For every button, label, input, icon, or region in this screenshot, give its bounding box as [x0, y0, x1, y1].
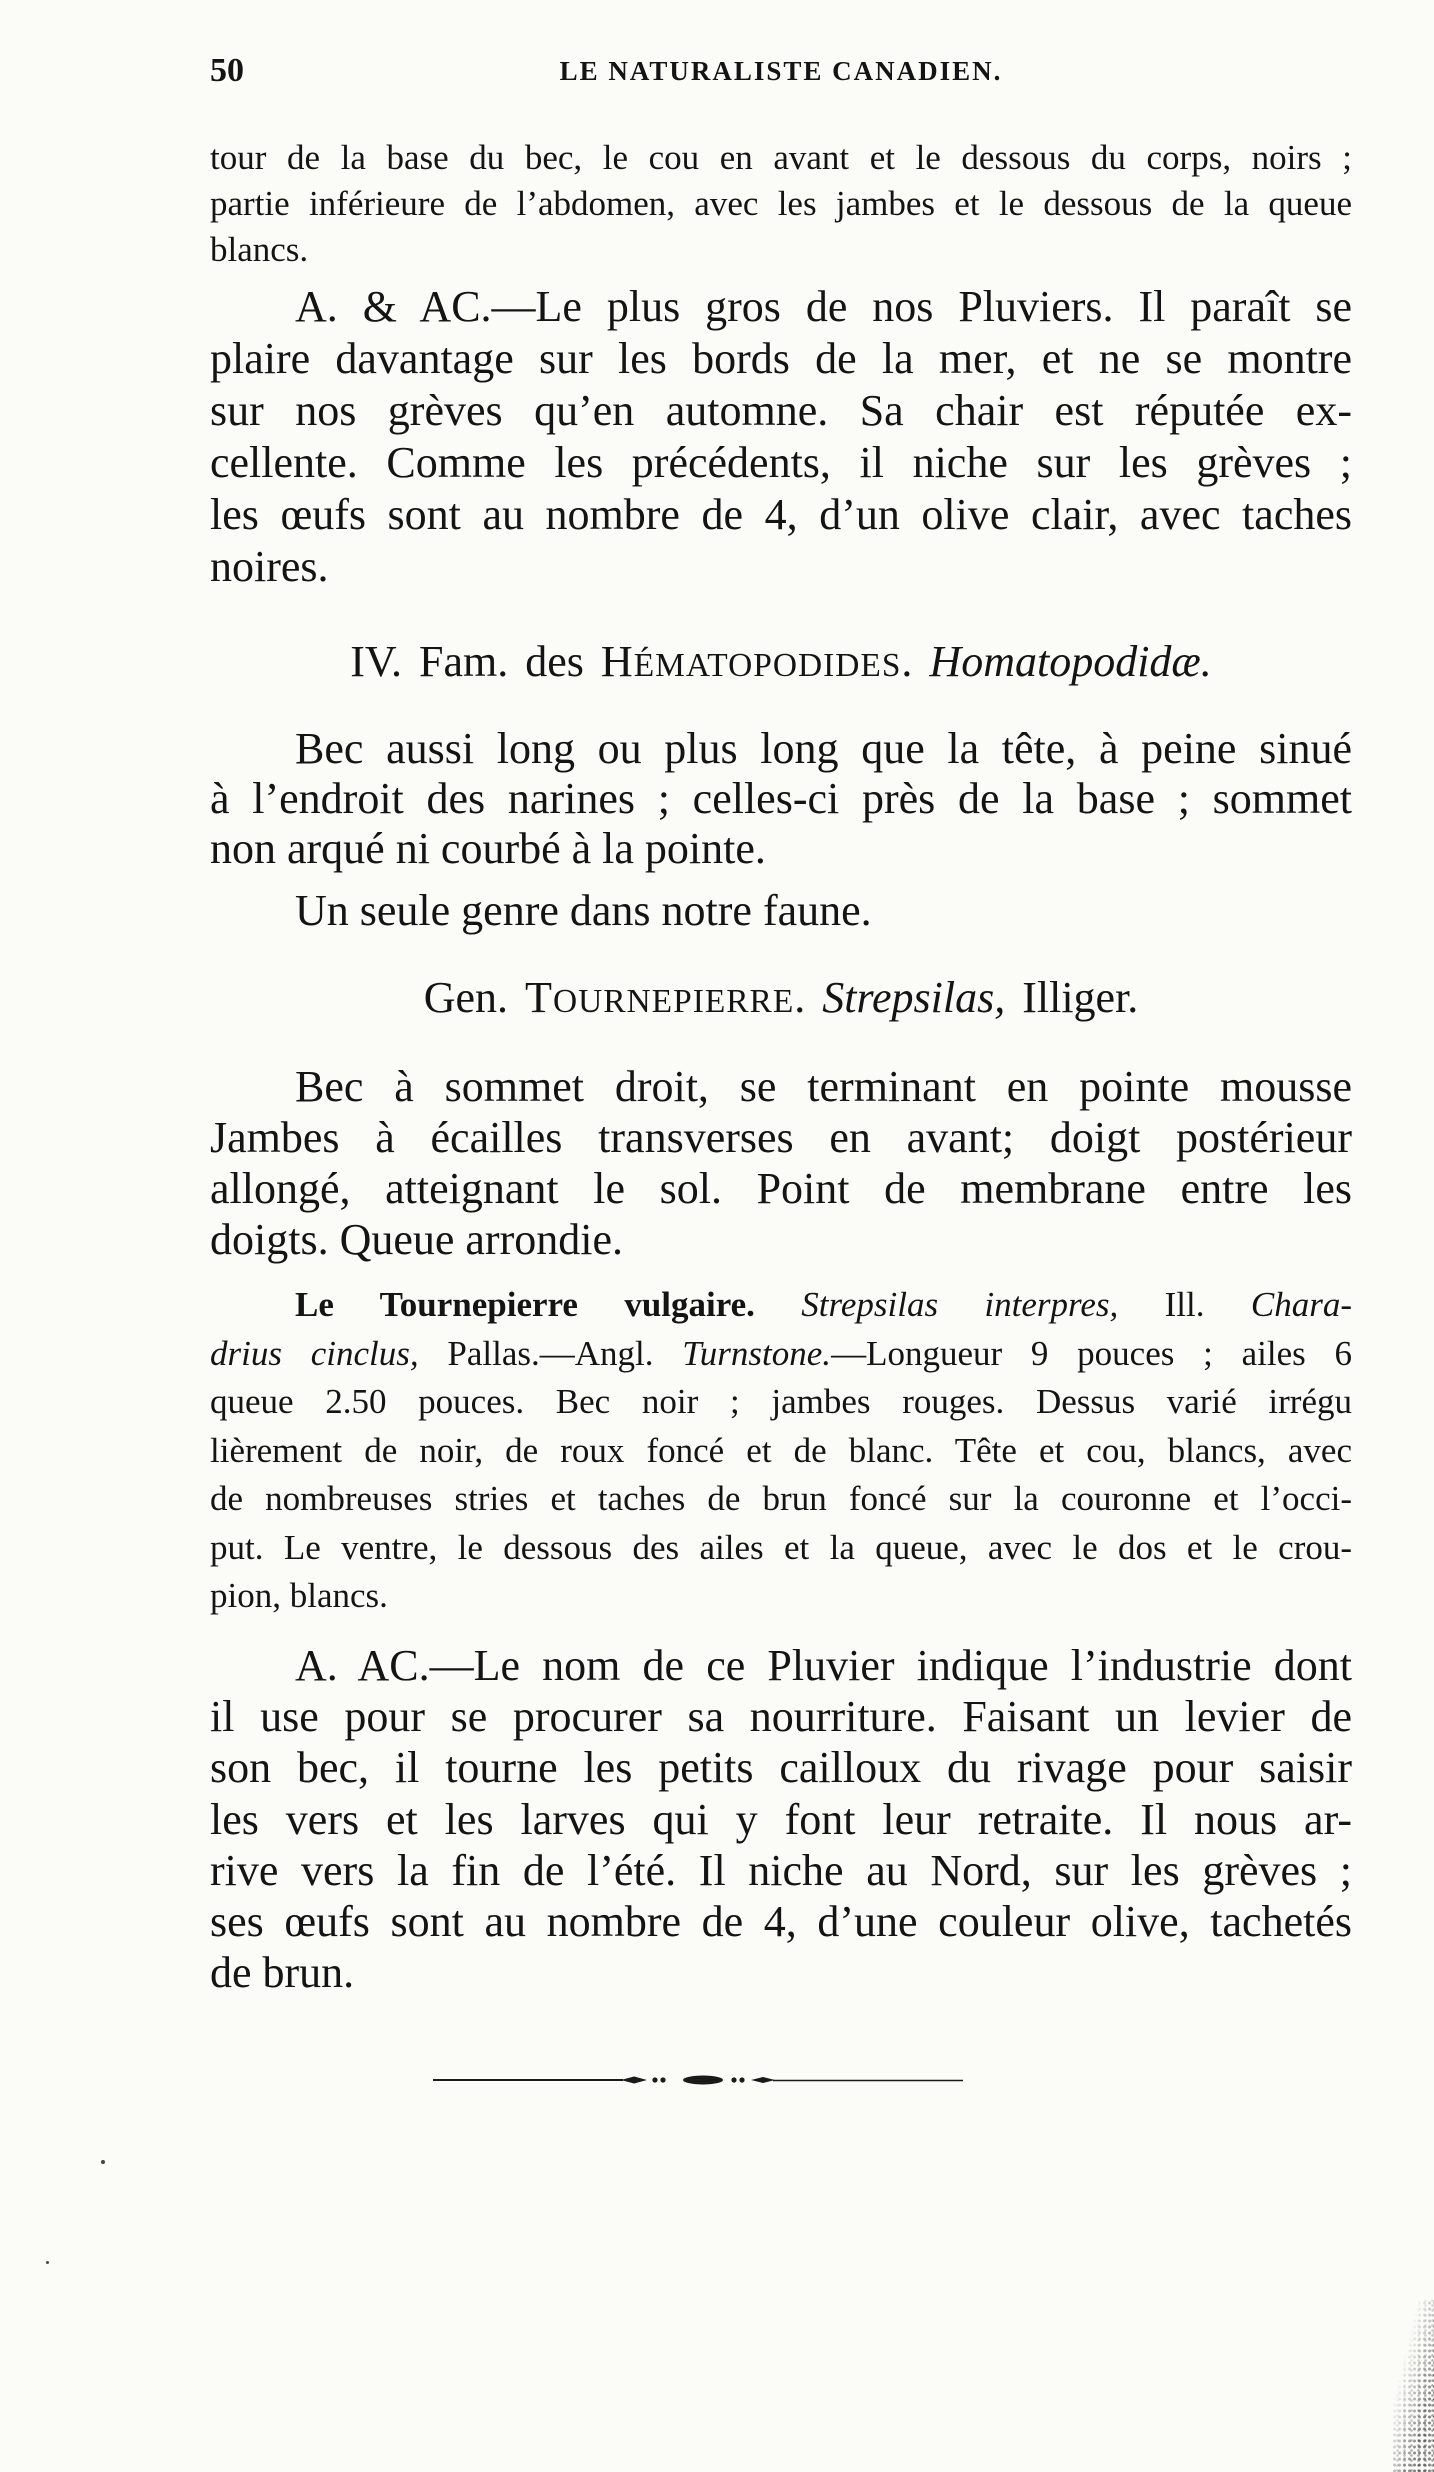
text-line [210, 1572, 1352, 1621]
text-line [210, 1524, 1352, 1573]
text-line [210, 1896, 1352, 1947]
text-line [210, 1112, 1352, 1163]
text-line [210, 181, 1352, 227]
text-line [210, 1845, 1352, 1896]
text-run: Jambes à écailles transverses en avant; doigt postérieur [210, 1113, 1352, 1162]
family-heading [210, 636, 1352, 692]
end-ornament [433, 2069, 963, 2091]
text-line [210, 1163, 1352, 1214]
text-run: rive vers la fin de l’été. Il niche au Nord, sur les grèves ; [210, 1845, 1352, 1895]
ornament-dot [652, 2077, 657, 2082]
text-run: A. AC.—Le nom de ce Pluvier indique l’industrie dont [295, 1641, 1352, 1690]
text-run: à l’endroit des narines ; celles-ci près de la base ; sommet [210, 774, 1352, 823]
text-run: noires. [210, 542, 329, 591]
ornament-dot [731, 2077, 736, 2082]
text-run: allongé, atteignant le sol. Point de membrane entre les [210, 1164, 1352, 1213]
text-line [210, 385, 1352, 437]
text-run: tour de la base du bec, le cou en avant et le dessous du corps, noirs ; [210, 138, 1352, 177]
text-run: Illiger. [1005, 973, 1139, 1022]
text-line [210, 1427, 1352, 1476]
text-run: . [794, 973, 823, 1022]
scan-edge-noise [1392, 2300, 1434, 2472]
italic-run: Chara- [1250, 1285, 1352, 1324]
text-run: de brun. [210, 1948, 355, 1998]
text-run: cellente. Comme les précédents, il niche sur les grèves ; [210, 438, 1352, 487]
text-run: il use pour se procurer sa nourriture. Faisant un levier de [210, 1692, 1352, 1742]
text-run: doigts. Queue arrondie. [210, 1215, 623, 1264]
scan-speck [46, 2261, 49, 2264]
text-run: Bec à sommet droit, se terminant en pointe mousse [295, 1062, 1352, 1111]
text-line [210, 724, 1352, 774]
text-line [210, 885, 1352, 937]
text-run: queue 2.50 pouces. Bec noir ; jambes rouges. Dessus varié irrégu [210, 1382, 1352, 1421]
text-line [210, 1742, 1352, 1793]
text-run: de nombreuses stries et taches de brun foncé sur la couronne et l’occi- [210, 1479, 1352, 1518]
text-run: Ill. [1118, 1285, 1251, 1324]
text-run: blancs. [210, 230, 309, 269]
ornament-diamond-left [621, 2077, 647, 2084]
text-run: sur nos grèves qu’en automne. Sa chair est réputée ex- [210, 386, 1352, 435]
ornament-dot [739, 2077, 744, 2082]
text-line [210, 774, 1352, 824]
text-line [210, 541, 1352, 593]
small-caps-run: HÉMATOPODIDES [600, 637, 902, 686]
text-line [210, 1691, 1352, 1742]
italic-run: Homatopodidæ. [929, 637, 1212, 686]
text-run: A. & AC.—Le plus gros de nos Pluviers. Il paraît se [295, 282, 1352, 331]
bold-run: Le Tournepierre vulgaire. [295, 1285, 755, 1324]
text-run: partie inférieure de l’abdomen, avec les jambes et le dessous de la queue [210, 184, 1352, 223]
text-line [210, 489, 1352, 541]
text-run: —Longueur 9 pouces ; ailes 6 [831, 1333, 1353, 1373]
text-line [210, 1281, 1352, 1330]
text-run: Un seule genre dans notre faune. [295, 886, 872, 935]
paragraph-continued [210, 135, 1352, 273]
text-run: plaire davantage sur les bords de la mer, et ne se montre [210, 334, 1352, 383]
text-run: les œufs sont au nombre de 4, d’un olive clair, avec taches [210, 490, 1352, 539]
text-run: IV. Fam. des [350, 637, 601, 686]
text-line [210, 1330, 1352, 1379]
text-run: Pallas.—Angl. [418, 1333, 683, 1373]
paragraph-species-description [210, 1281, 1352, 1621]
ornament-diamond-right [751, 2077, 775, 2083]
scan-speck [101, 2160, 105, 2164]
ornament-center-oval [683, 2076, 723, 2085]
text-line [210, 227, 1352, 273]
italic-run: Strepsilas interpres, [754, 1285, 1119, 1324]
text-run: Bec aussi long ou plus long que la tête, à peine sinué [295, 724, 1352, 773]
text-line [210, 1378, 1352, 1427]
italic-run: drius cinclus, [210, 1333, 419, 1373]
text-line [210, 1475, 1352, 1524]
text-run: ses œufs sont au nombre de 4, d’une couleur olive, tachetés [210, 1897, 1352, 1947]
text-line [210, 333, 1352, 385]
page-number: 50 [210, 52, 244, 89]
running-header [210, 48, 1352, 94]
text-line [210, 437, 1352, 489]
text-run: les vers et les larves qui y font leur retraite. Il nous ar- [210, 1794, 1352, 1844]
text-run: non arqué ni courbé à la pointe. [210, 824, 766, 873]
running-title: LE NATURALISTE CANADIEN. [559, 56, 1003, 86]
text-line [210, 1947, 1352, 1998]
text-run: put. Le ventre, le dessous des ailes et la queue, avec le dos et le crou- [210, 1527, 1352, 1567]
text-run: pion, blancs. [210, 1576, 388, 1615]
text-run: Gen. [423, 973, 525, 1022]
text-run: lièrement de noir, de roux foncé et de blanc. Tête et cou, blancs, avec [210, 1430, 1352, 1470]
small-caps-run: TOURNEPIERRE [525, 973, 795, 1022]
paragraph-genus-description [210, 1061, 1352, 1265]
paragraph-genus-note [210, 885, 1352, 937]
text-line [210, 824, 1352, 874]
genus-heading [210, 972, 1352, 1028]
text-line [210, 1061, 1352, 1112]
italic-run: Turnstone. [682, 1333, 832, 1373]
text-line [210, 281, 1352, 333]
text-line [210, 1214, 1352, 1265]
text-line [210, 1640, 1352, 1691]
text-line [210, 135, 1352, 181]
paragraph-species-habits [210, 1640, 1352, 1998]
paragraph-family-description [210, 724, 1352, 874]
text-run: son bec, il tourne les petits cailloux du rivage pour saisir [210, 1743, 1352, 1793]
paragraph-habits-note [210, 281, 1352, 593]
italic-run: Strepsilas, [822, 973, 1006, 1022]
text-run: . [901, 637, 930, 686]
text-line [210, 1794, 1352, 1845]
ornament-dot [660, 2077, 665, 2082]
